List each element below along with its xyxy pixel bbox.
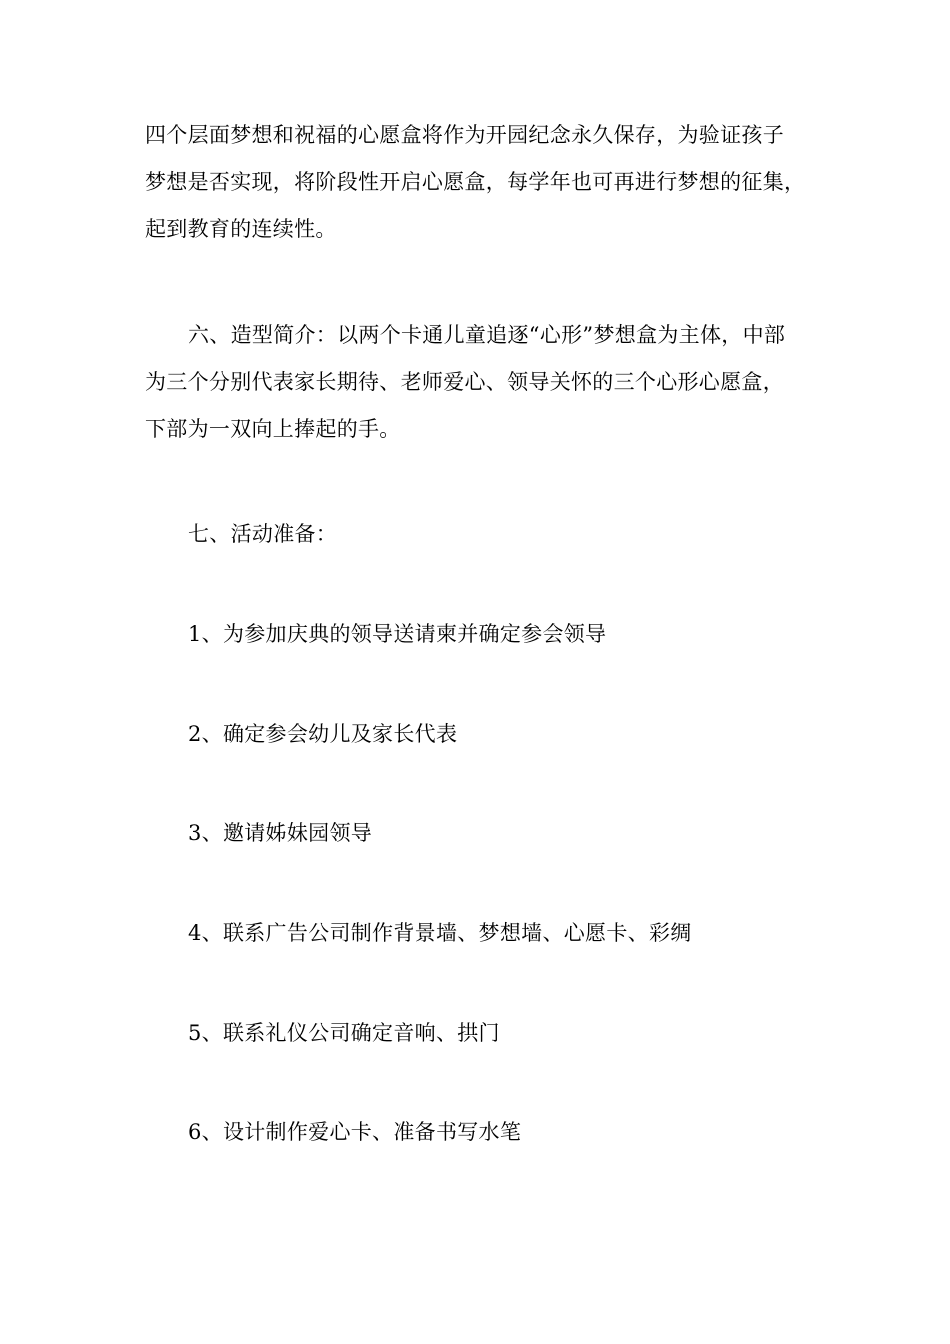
- paragraph-line: 起到教育的连续性。: [145, 217, 337, 241]
- list-item: 2、确定参会幼儿及家长代表: [188, 722, 458, 746]
- paragraph-line: 为三个分别代表家长期待、老师爱心、领导关怀的三个心形心愿盒，: [145, 370, 784, 394]
- section-heading-preparation: 七、活动准备：: [188, 522, 338, 546]
- paragraph-design-intro: [145, 312, 810, 453]
- list-item: 4、联系广告公司制作背景墙、梦想墙、心愿卡、彩绸: [188, 921, 692, 945]
- paragraph-line: 六、造型简介：以两个卡通儿童追逐“心形”梦想盒为主体，中部: [188, 323, 786, 347]
- list-item: 5、联系礼仪公司确定音响、拱门: [188, 1021, 500, 1045]
- list-item: 1、为参加庆典的领导送请柬并确定参会领导: [188, 622, 607, 646]
- list-item: 6、设计制作爱心卡、准备书写水笔: [188, 1120, 522, 1144]
- paragraph-line: 梦想是否实现，将阶段性开启心愿盒，每学年也可再进行梦想的征集，: [145, 170, 806, 194]
- paragraph-wish-box-preservation: [145, 112, 810, 253]
- paragraph-line: 四个层面梦想和祝福的心愿盒将作为开园纪念永久保存，为验证孩子: [145, 123, 784, 147]
- paragraph-line: 下部为一双向上捧起的手。: [145, 417, 401, 441]
- list-item: 3、邀请姊妹园领导: [188, 821, 373, 845]
